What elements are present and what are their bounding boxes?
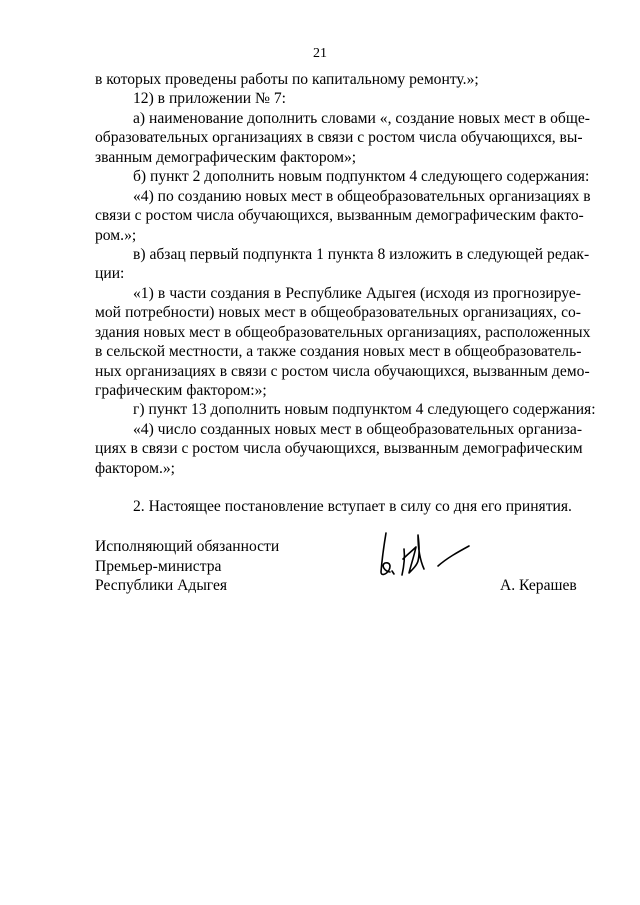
- text-line: графическим фактором:»;: [95, 382, 267, 399]
- handwritten-signature: [372, 525, 482, 595]
- text-line: «1) в части создания в Республике Адыгея (исходя из прогнозируе-: [133, 284, 581, 302]
- text-line: ных организациях в связи с ростом числа обучающихся, вызванным демо-: [95, 362, 590, 380]
- position-line: Республики Адыгея: [95, 577, 228, 594]
- signatory-name: А. Керашев: [500, 577, 577, 594]
- text-line: г) пункт 13 дополнить новым подпунктом 4 следующего содержания:: [133, 401, 596, 419]
- text-line: циях в связи с ростом числа обучающихся, вызванным демографическим: [95, 440, 583, 458]
- text-line: «4) по созданию новых мест в общеобразовательных организациях в: [133, 187, 591, 205]
- text-line: образовательных организациях в связи с ростом числа обучающихся, вы-: [95, 129, 583, 147]
- text-line: ром.»;: [95, 226, 137, 244]
- text-line: «4) число созданных новых мест в общеобразовательных организа-: [133, 420, 583, 438]
- page-number: 21: [313, 46, 327, 61]
- text-line: а) наименование дополнить словами «, создание новых мест в обще-: [133, 109, 590, 127]
- text-line: в сельской местности, а также создания новых мест в общеобразователь-: [95, 343, 582, 361]
- text-line: в) абзац первый подпункта 1 пункта 8 изложить в следующей редак-: [133, 245, 590, 263]
- text-line: связи с ростом числа обучающихся, вызванным демографическим факто-: [95, 207, 584, 225]
- text-line: здания новых мест в общеобразовательных организациях, расположенных: [95, 323, 591, 341]
- text-line: ции:: [95, 265, 125, 283]
- document-body: [95, 70, 596, 517]
- text-line: б) пункт 2 дополнить новым подпунктом 4 следующего содержания:: [133, 168, 590, 186]
- closing-paragraph: 2. Настоящее постановление вступает в силу со дня его принятия.: [133, 498, 572, 516]
- text-line: 12) в приложении № 7:: [133, 90, 286, 108]
- signatory-position: [95, 537, 279, 596]
- position-line: Исполняющий обязанности: [95, 538, 280, 555]
- text-line: званным демографическим фактором»;: [95, 148, 357, 166]
- position-line: Премьер-министра: [95, 557, 222, 575]
- text-line: фактором.»;: [95, 459, 175, 477]
- paragraph-spacer: [95, 478, 581, 497]
- text-line: в которых проведены работы по капитальному ремонту.»;: [95, 71, 479, 88]
- text-line: мой потребности) новых мест в общеобразовательных организациях, со-: [95, 304, 581, 322]
